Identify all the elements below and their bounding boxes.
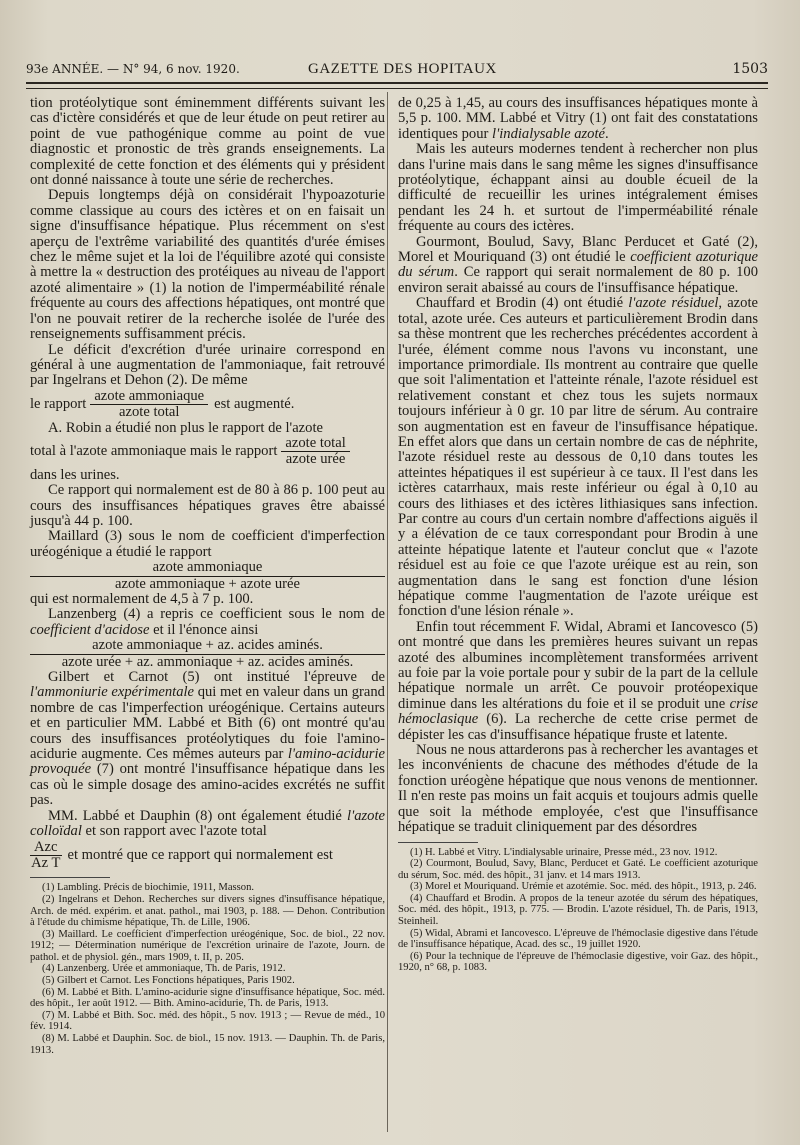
fraction-denominator: azote urée + az. ammoniaque + az. acides aminés. xyxy=(61,653,354,670)
paragraph xyxy=(398,296,758,620)
paragraph: Depuis longtemps déjà on considérait l'hypoazoturie comme classique au cours des ictères et on en faisait un signe d'insuffisance hépatique. Plus récemment on s'est aperçu de l'extrême variabilité des quantités d'urée émises chez le même sujet et la loi de l'équilibre azoté qui consiste à mettre la « destruction des protéiques au niveau de l'apport azoté alimentaire » (1) la notion de l'imperméabilité rénale fréquente au cours des affections hépatiques, ont montré que l'on ne pouvait retirer de la recherche isolée de l'urée des renseignements suffisamment précis. xyxy=(30,187,385,343)
formula-label: total à l'azote ammoniaque mais le rapport xyxy=(30,443,278,460)
paragraph: A. Robin a étudié non plus le rapport de l'azote xyxy=(48,419,323,436)
fraction-numerator: azote ammoniaque + az. acides aminés. xyxy=(30,638,385,654)
paragraph: Ce rapport qui normalement est de 80 à 86 p. 100 peut au cours des insuffisances hépatiques graves être abaissé jusqu'à 44 p. 100. xyxy=(30,482,385,529)
paragraph: Le déficit d'excrétion d'urée urinaire correspond en général à une augmentation de l'ammoniaque, fait retrouvé par Ingelrans et Dehon (2). De même xyxy=(30,341,385,389)
header-rule xyxy=(26,82,768,84)
right-column xyxy=(398,96,758,974)
footnote: (1) H. Labbé et Vitry. L'indialysable urinaire, Presse méd., 23 nov. 1912. xyxy=(410,846,718,858)
text-run: Gilbert et Carnot (5) ont institué l'épreuve de xyxy=(48,669,385,686)
paragraph: dans les urines. xyxy=(30,466,120,483)
issue-info: 93e ANNÉE. — N° 94, 6 nov. 1920. xyxy=(26,62,240,76)
fraction-numerator: azote ammoniaque xyxy=(90,389,208,405)
footnote: (8) M. Labbé et Dauphin. Soc. de biol., 15 nov. 1913. — Dauphin. Th. de Paris, 1913. xyxy=(30,1033,385,1056)
text-run: (7) ont montré l'insuffisance hépatique dans les cas où le simple dosage des amino-acides excrétés ne suffit pas. xyxy=(30,761,385,809)
ratio-formula xyxy=(30,560,385,592)
footnote: (2) Ingelrans et Dehon. Recherches sur divers signes d'insuffisance hépatique, Arch. de méd. expérim. et anat. pathol., mai 1903, p. 188. — Dehon. Contribution à l'étude du chimisme hépatique, Th. de Lille, 1906. xyxy=(30,893,385,929)
paragraph xyxy=(30,809,385,840)
footnote: (3) Maillard. Le coefficient d'imperfection uréogénique, Soc. de biol., 22 nov. 1912; — Détermination numérique de l'excrétion urinaire de l'azote, Journ. de pathol. et de physiol. gén., mars 1909, t. II, p. 205. xyxy=(30,928,385,963)
fraction-denominator: azote ammoniaque + azote urée xyxy=(115,575,300,592)
page-number: 1503 xyxy=(732,61,768,77)
footnote: (2) Courmont, Boulud, Savy, Blanc, Perducet et Gaté. Le coefficient azoturique du sérum, Soc. méd. des hôpit., 31 janv. et 14 mars 1913. xyxy=(398,858,758,881)
paragraph xyxy=(398,235,758,297)
paragraph xyxy=(30,607,385,638)
ratio-formula xyxy=(30,389,385,421)
text-run: MM. Labbé et Dauphin (8) ont également étudié xyxy=(48,807,348,824)
header-rule-thin xyxy=(26,88,768,89)
text-run: . xyxy=(605,125,609,142)
italic-term: l'ammoniurie expérimentale xyxy=(30,684,195,701)
footnotes-right xyxy=(398,847,758,975)
ratio-formula xyxy=(30,638,385,670)
fraction-numerator: azote ammoniaque xyxy=(30,560,385,576)
formula-label: le rapport xyxy=(30,395,87,412)
page-header xyxy=(26,58,768,80)
footnote: (3) Morel et Mouriquand. Urémie et azotémie. Soc. méd. des hôpit., 1913, p. 246. xyxy=(410,881,757,893)
italic-term: l'indialysable azoté xyxy=(492,125,606,142)
footnote: (4) Lanzenberg. Urée et ammoniaque, Th. de Paris, 1912. xyxy=(42,963,286,975)
paragraph: Maillard (3) sous le nom de coefficient d'imperfection uréogénique a étudié le rapport xyxy=(30,528,385,560)
paragraph xyxy=(30,670,385,809)
fraction xyxy=(30,840,62,872)
text-run: Enfin tout récemment F. Widal, Abrami et Iancovesco (5) ont montré que dans les premières heures suivant un repas azoté des albumines incomplètement transformées arrivent au foie par la voie portale pour y subir de la part de la cellule hépatique normale un arrêt. Ce pouvoir protéopexique diminue dans les altérations du foie et il se produit une xyxy=(398,618,758,712)
footnote: (1) Lambling. Précis de biochimie, 1911, Masson. xyxy=(42,882,255,894)
text-run: . Ce rapport qui serait normalement de 80 p. 100 environ serait abaissé au cours de l'insuffisance hépatique. xyxy=(398,264,758,296)
paragraph: tion protéolytique sont éminemment différents suivant les cas d'ictère considérés et que de leur étude on peut retirer au point de vue pathogénique comme au point de vue diagnostic et pronostic de très grands enseignements. La complexité de cette fonction et des éléments qui y président ont donné naissance à toute une série de recherches. xyxy=(30,95,385,189)
footnotes-left xyxy=(30,882,385,1056)
publication-title: GAZETTE DES HOPITAUX xyxy=(308,60,497,77)
ratio-formula xyxy=(30,436,385,468)
fraction-numerator: azote total xyxy=(281,436,349,452)
column-divider xyxy=(387,92,388,1132)
text-run: Gourmont, Boulud, Savy, Blanc Perducet et Gaté (2), Morel et Mouriquand (3) ont étudié le xyxy=(398,233,758,266)
italic-term: l'amino-acidurie provoquée xyxy=(30,746,385,778)
fraction-denominator: Az T xyxy=(31,854,61,871)
footnote: (4) Chauffard et Brodin. A propos de la teneur azotée du sérum des hépatiques, Soc. méd. des hôpit., 1913, p. 775. — Brodin. L'azote résiduel, Th. de Paris, 1913, Steinheil. xyxy=(398,892,758,928)
fraction-numerator: Azc xyxy=(30,840,62,856)
footnote: (5) Gilbert et Carnot. Les Fonctions hépatiques, Paris 1902. xyxy=(42,975,295,987)
fraction xyxy=(90,389,208,421)
fraction xyxy=(281,436,349,468)
text-run: Chauffard et Brodin (4) ont étudié xyxy=(416,295,629,312)
paragraph xyxy=(398,620,758,743)
text-run: , azote total, azote urée. Ces auteurs et particulièrement Brodin dans sa thèse montrent que les recherches précédentes accordent à l'urée, élément comme nous l'avons vu inconstant, une importance primordiale. Ils montrent au contraire que quelle que soit l'alimentation et l'atteinte rénale, l'azote résiduel est relativement constant et chez tous les sujets normaux toujours inférieur à 0 gr. 10 par litre de sérum. Au contraire son augmentation est en faveur de l'insuffisance hépatique. En effet alors que dans un certain nombre de cas de néphrite, l'azote résiduel reste au dessous de 0,10 dans toutes les atteintes hépatiques il est supérieur à ce taux. Il l'est dans les ictères catarrhaux, mais reste inférieur ou égal à 0,10 au cours des lithiases et des ictères lithiasiques sans infection. Par contre au cours d'un certain nombre d'affections aiguës il y a élévation de ce taux correspondant pour Brodin à une atteinte hépatique latente et l'auteur conclut que « l'azote résiduel est au foie ce que l'azote uréique est au rein, son augmentation dans le sang est fonction d'une lésion hépatique comme l'augmentation de l'azote uréique est fonction d'une lésion rénale ». xyxy=(398,295,758,620)
text-run: et son rapport avec l'azote total xyxy=(81,823,267,840)
footnote-separator xyxy=(30,877,110,878)
text-run: et il l'énonce ainsi xyxy=(149,621,259,638)
italic-term: coefficient d'acidose xyxy=(30,621,150,638)
italic-term: l'azote résiduel xyxy=(628,295,719,312)
text-run: de 0,25 à 1,45, au cours des insuffisances hépatiques monte à 5,5 p. 100. MM. Labbé et Vitry (1) ont fait des constatations identiques pour xyxy=(398,95,758,142)
footnote: (6) M. Labbé et Bith. L'amino-acidurie signe d'insuffisance hépatique, Soc. méd. des hôpit., 1er août 1912. — Bith. Amino-acidurie, Th. de Paris, 1913. xyxy=(30,986,385,1010)
text-run: (6). La recherche de cette crise permet de dépister les cas d'insuffisance hépatique fruste et latente. xyxy=(398,711,758,743)
italic-term: crise hémoclasique xyxy=(398,695,758,728)
paragraph: Nous ne nous attarderons pas à rechercher les avantages et les inconvénients de chacune des méthodes d'étude de la fonction uréogène hépatique que nous venons de mentionner. Il n'en reste pas moins un fait acquis et toujours admis quelle que soit la méthode employée, c'est que l'insuffisance hépatique se traduit cliniquement par des désordres xyxy=(398,742,758,836)
ratio-formula xyxy=(30,840,385,872)
formula-tail: est augmenté. xyxy=(214,395,295,412)
italic-term: coefficient azoturique du sérum xyxy=(398,249,758,281)
fraction-denominator: azote urée xyxy=(285,451,346,468)
paragraph xyxy=(398,96,758,142)
footnote: (7) M. Labbé et Bith. Soc. méd. des hôpit., 5 nov. 1913 ; — Revue de méd., 10 fév. 1914. xyxy=(30,1009,385,1033)
footnote: (5) Widal, Abrami et Iancovesco. L'épreuve de l'hémoclasie digestive dans l'étude de l'insuffisance hépatique, Acad. des sc., 19 juillet 1920. xyxy=(398,927,758,951)
footnote: (6) Pour la technique de l'épreuve de l'hémoclasie digestive, voir Gaz. des hôpit., 1920, n° 68, p. 1083. xyxy=(398,950,758,974)
formula-tail: et montré que ce rapport qui normalement est xyxy=(67,846,333,863)
text-run: Lanzenberg (4) a repris ce coefficient sous le nom de xyxy=(48,606,385,623)
footnote-separator xyxy=(398,842,478,843)
left-column xyxy=(30,96,385,1056)
text-run: qui met en valeur dans un grand nombre de cas l'imperfection uréogénique. Certains auteurs et en particulier MM. Labbé et Bith (6) ont montré qu'au cours des insuffisances protéolytiques du foie l'amino-acidurie augmente. Ces mêmes auteurs par xyxy=(30,684,385,763)
paragraph: qui est normalement de 4,5 à 7 p. 100. xyxy=(30,591,254,607)
paragraph: Mais les auteurs modernes tendent à rechercher non plus dans l'urine mais dans le sang même les signes d'insuffisance protéolytique, échappant ainsi au double écueil de la difficulté de recueillir les urines intégralement émises pendant les 24 h. et surtout de l'imperméabilité rénale fréquente au cours des ictères. xyxy=(398,141,758,235)
italic-term: l'azote colloïdal xyxy=(30,807,385,840)
fraction-denominator: azote total xyxy=(119,404,180,421)
